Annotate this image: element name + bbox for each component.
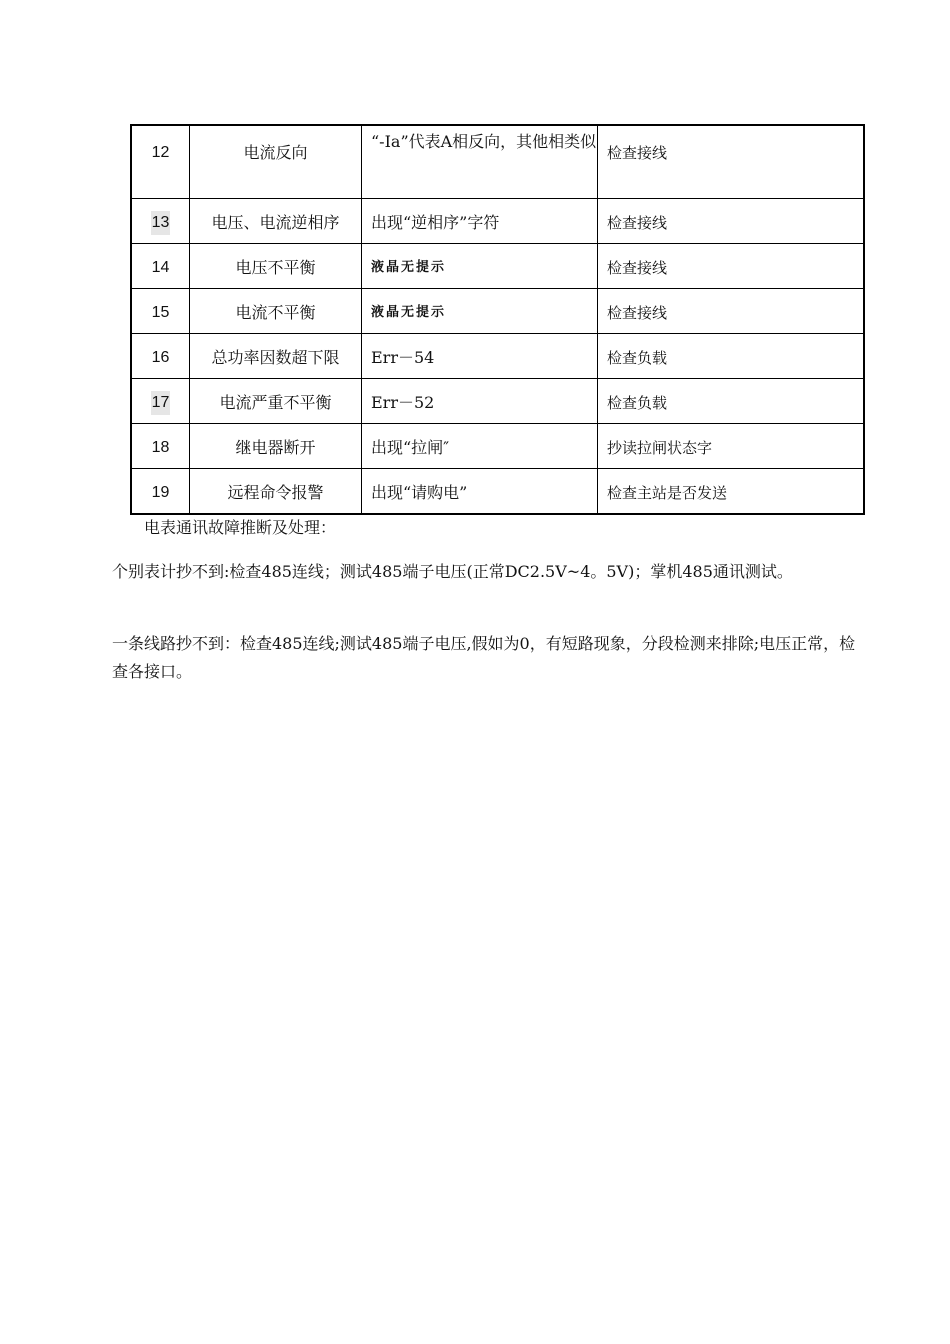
fault-action-cell [598,244,865,289]
fault-name: 电流严重不平衡 [219,393,332,412]
row-number-cell [131,424,190,469]
fault-action: 检查主站是否发送 [607,484,728,502]
section-heading: 电表通讯故障推断及处理： [144,518,337,537]
row-number: 12 [151,144,170,161]
fault-display-cell [362,379,598,424]
row-number: 16 [151,349,170,366]
row-number: 18 [151,439,170,456]
fault-action: 检查接线 [607,214,668,232]
fault-display-cell [362,424,598,469]
table-row [131,125,864,199]
fault-action-cell [598,469,865,515]
row-number-cell [131,244,190,289]
fault-display: 出现“请购电” [371,483,468,502]
fault-display: 出现“拉闸″ [371,438,450,457]
table-row [131,199,864,244]
table-row [131,424,864,469]
fault-name: 继电器断开 [235,438,316,457]
fault-name: 电流反向 [243,143,308,162]
fault-name-cell [190,125,362,199]
row-number-cell [131,125,190,199]
fault-name: 远程命令报警 [227,483,324,502]
table-row [131,244,864,289]
table-row [131,379,864,424]
paragraph-single-meter: 个别表计抄不到:检查485连线；测试485端子电压(正常DC2.5V~4。5V)；掌机485通讯测试。 [112,562,793,581]
row-number-cell [131,289,190,334]
fault-action-cell [598,289,865,334]
fault-display: “-Ia”代表A相反向，其他相类似 [371,132,597,151]
row-number: 13 [151,211,171,235]
fault-name: 电压、电流逆相序 [211,213,340,232]
fault-display: 液晶无提示 [371,305,447,320]
fault-action-cell [598,379,865,424]
fault-action: 检查接线 [607,304,668,322]
fault-display-cell [362,125,598,199]
fault-action-cell [598,424,865,469]
fault-action: 检查负载 [607,349,668,367]
fault-action: 检查接线 [607,259,668,277]
fault-name-cell [190,334,362,379]
fault-display-cell [362,334,598,379]
row-number: 14 [151,259,170,276]
fault-name-cell [190,244,362,289]
fault-display-cell [362,469,598,515]
table-row [131,469,864,515]
fault-action: 抄读拉闸状态字 [607,439,713,457]
table-row [131,289,864,334]
table-row [131,334,864,379]
fault-name-cell [190,469,362,515]
fault-display: Err－54 [371,348,435,367]
row-number: 15 [151,304,170,321]
fault-name-cell [190,379,362,424]
row-number-cell [131,334,190,379]
row-number-cell [131,469,190,515]
fault-display-cell [362,244,598,289]
fault-name-cell [190,199,362,244]
fault-action: 检查负载 [607,394,668,412]
fault-action-cell [598,199,865,244]
fault-display-cell [362,289,598,334]
fault-name-cell [190,424,362,469]
fault-display-cell [362,199,598,244]
row-number: 17 [151,391,171,415]
fault-display: 液晶无提示 [371,260,447,275]
fault-action-cell [598,125,865,199]
fault-name: 总功率因数超下限 [211,348,340,367]
fault-display: Err－52 [371,393,435,412]
row-number-cell [131,199,190,244]
row-number-cell [131,379,190,424]
fault-table [130,124,865,515]
fault-name-cell [190,289,362,334]
fault-action-cell [598,334,865,379]
row-number: 19 [151,484,170,501]
fault-action: 检查接线 [607,144,668,162]
fault-display: 出现“逆相序”字符 [371,213,500,232]
fault-name: 电流不平衡 [235,303,316,322]
fault-name: 电压不平衡 [235,258,316,277]
paragraph-line-failure: 一条线路抄不到：检查485连线;测试485端子电压,假如为0，有短路现象，分段检测来排除;电压正常，检查各接口。 [112,634,856,681]
